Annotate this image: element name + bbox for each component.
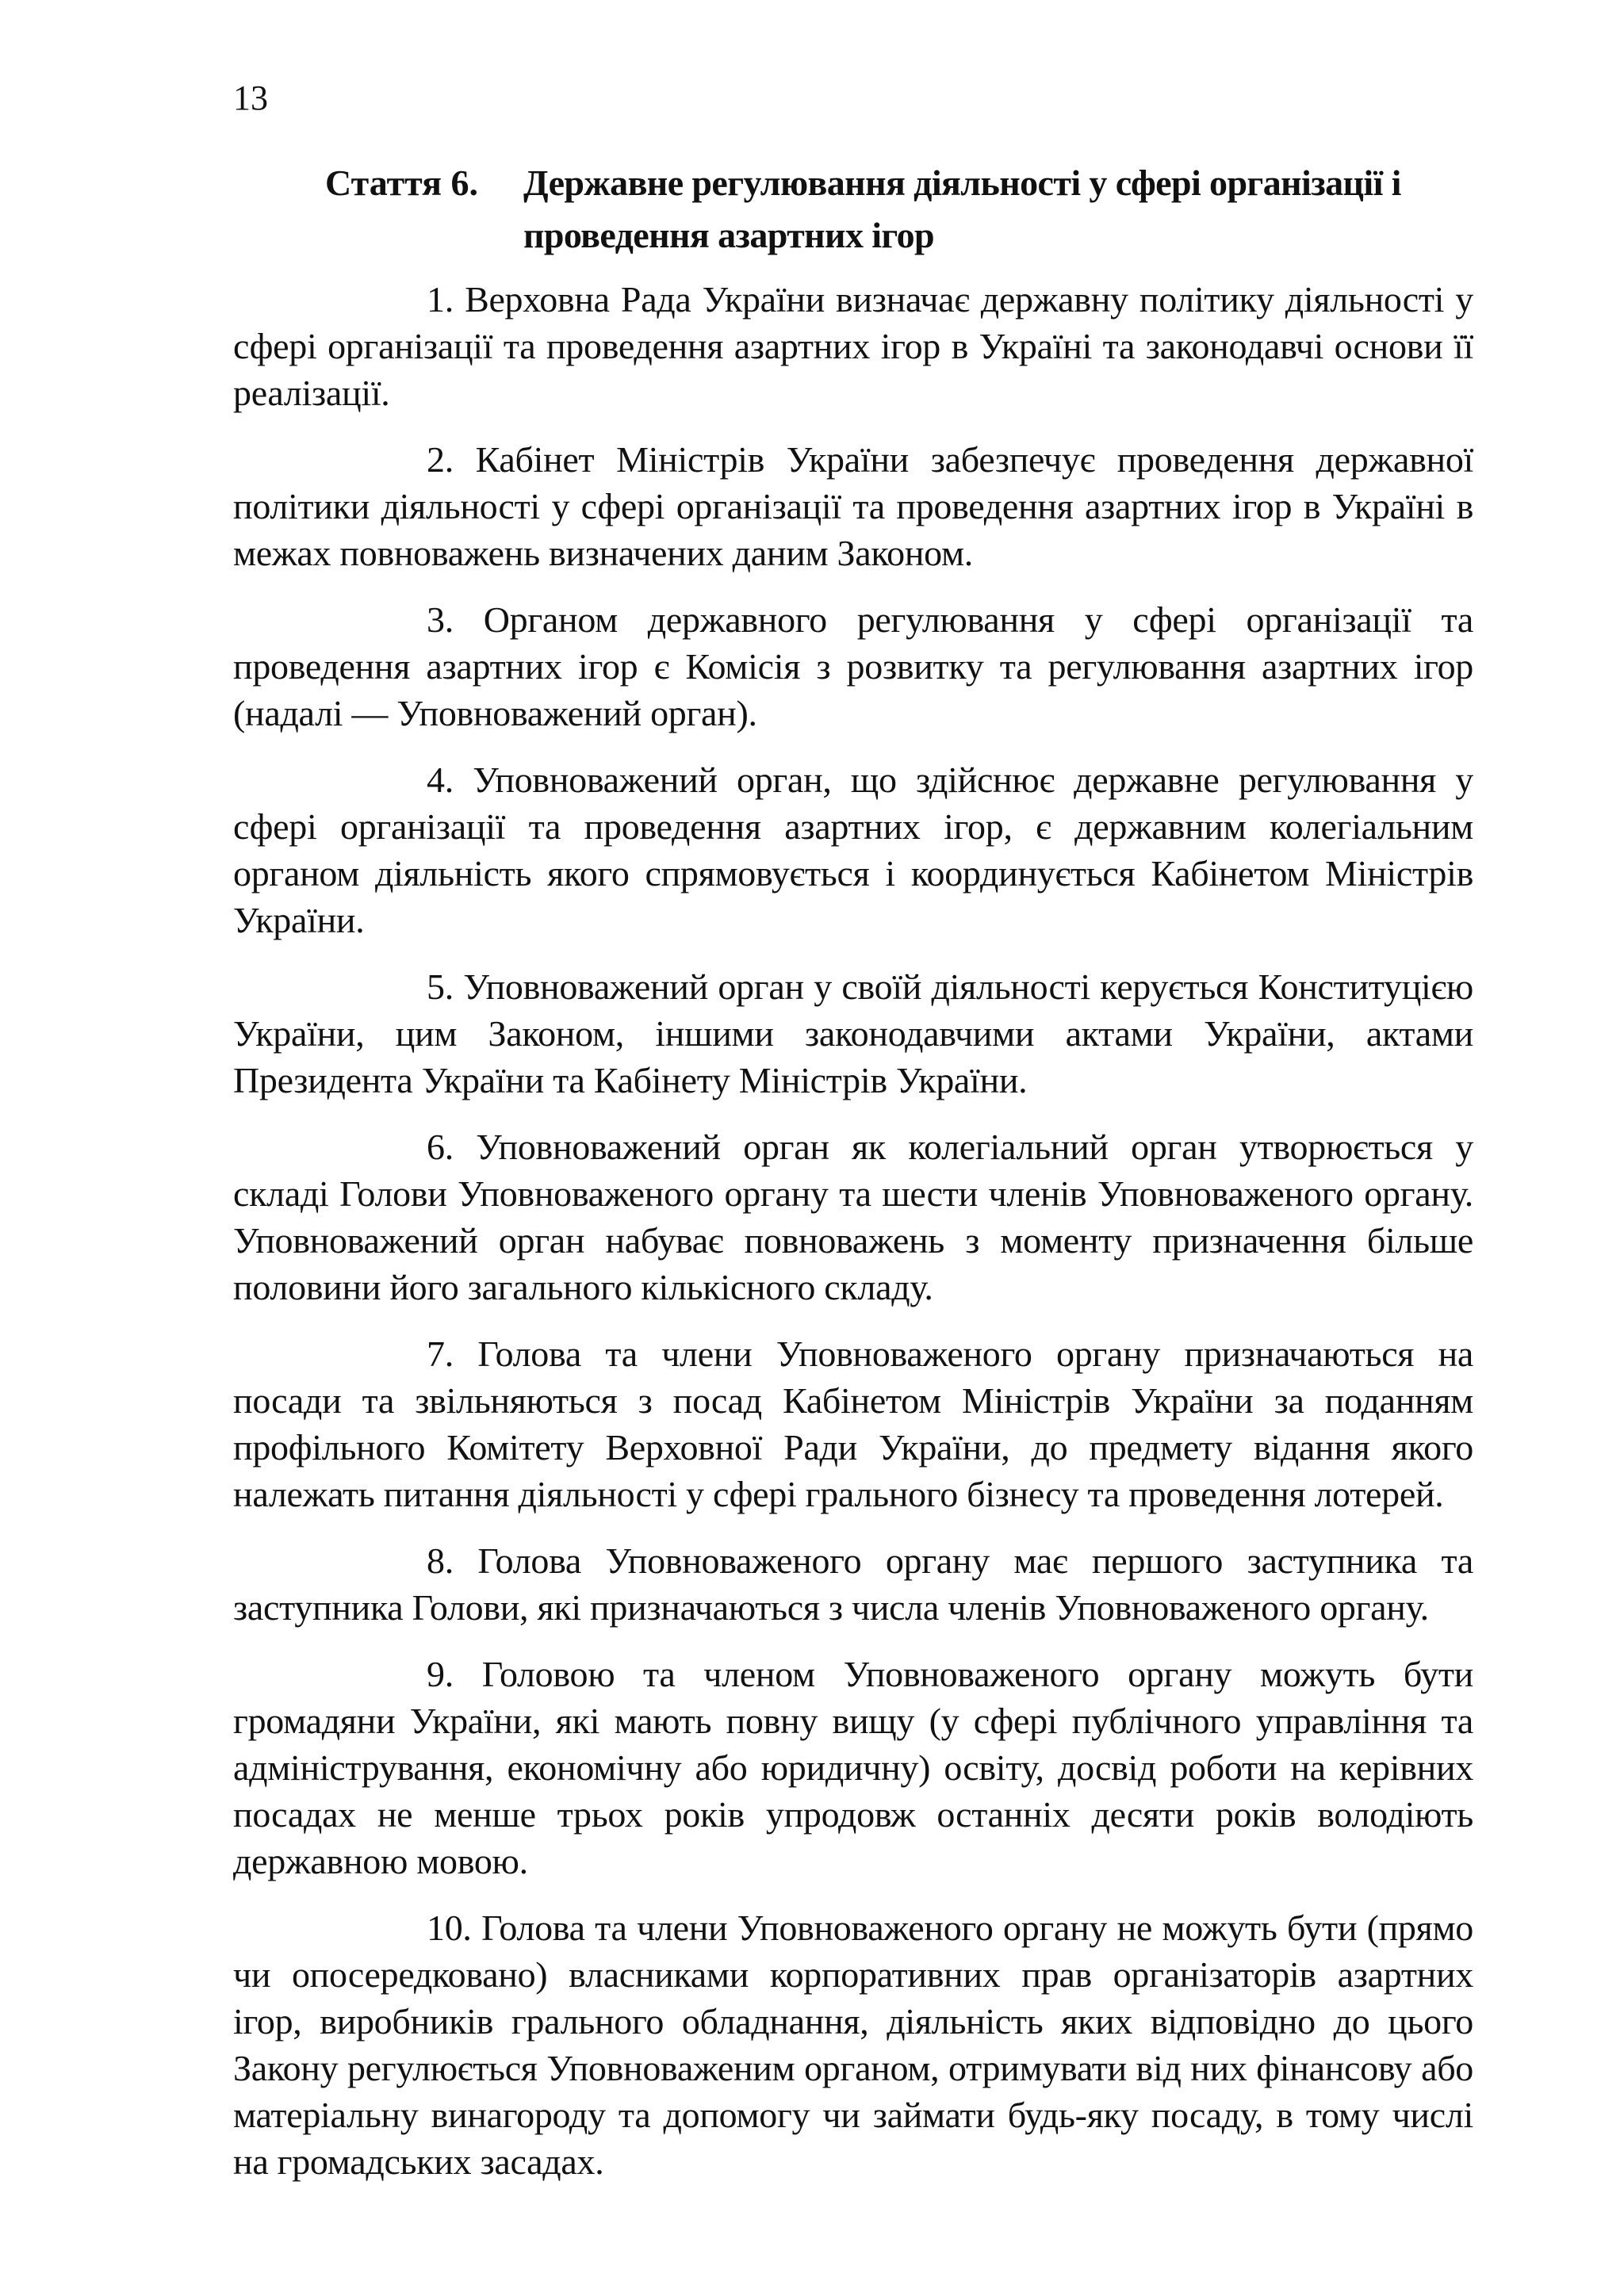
page-number: 13 bbox=[233, 78, 268, 117]
article-body bbox=[233, 276, 1473, 2205]
paragraph-4 bbox=[233, 756, 1473, 943]
paragraph-number: 3. bbox=[427, 599, 454, 640]
paragraph-text: Голова та члени Уповноваженого органу призначаються на посади та звільняються з посад Кабінетом Міністрів України за поданням профільного Комітету Верховної Ради України, до предмету відання якого належать питання діяльності у сфері грального бізнесу та проведення лотерей. bbox=[233, 1334, 1473, 1514]
article-title: Державне регулювання діяльності у сфері організації і проведення азартних ігор bbox=[523, 163, 1401, 255]
paragraph-text: Органом державного регулювання у сфері організації та проведення азартних ігор є Комісія з розвитку та регулювання азартних ігор (надалі — Уповноважений орган). bbox=[233, 599, 1473, 733]
paragraph-9 bbox=[233, 1651, 1473, 1885]
paragraph-number: 8. bbox=[427, 1540, 454, 1581]
paragraph-number: 5. bbox=[427, 966, 454, 1007]
paragraph-8 bbox=[233, 1537, 1473, 1631]
paragraph-1 bbox=[233, 276, 1473, 416]
paragraph-text: Головою та членом Уповноваженого органу можуть бути громадяни України, які мають повну вищу (у сфері публічного управління та адміністрування, економічну або юридичну) освіту, досвід роботи на керівних посадах не менше трьох років упродовж останніх десяти років володіють державною мовою. bbox=[233, 1654, 1473, 1881]
paragraph-2 bbox=[233, 436, 1473, 576]
paragraph-text: Верховна Рада України визначає державну політику діяльності у сфері організації та проведення азартних ігор в Україні та законодавчі основи її реалізації. bbox=[233, 279, 1473, 413]
paragraph-3 bbox=[233, 596, 1473, 737]
paragraph-text: Уповноважений орган, що здійснює державне регулювання у сфері організації та проведення азартних ігор, є державним колегіальним органом діяльність якого спрямовується і координується Кабінетом Міністрів України. bbox=[233, 760, 1473, 940]
paragraph-number: 10. bbox=[427, 1908, 472, 1948]
paragraph-text: Голова та члени Уповноваженого органу не можуть бути (прямо чи опосередковано) власниками корпоративних прав організаторів азартних ігор, виробників грального обладнання, діяльність яких відповідно до цього Закону регулюється Уповноваженим органом, отримувати від них фінансову або матеріальну винагороду та допомогу чи займати будь-яку посаду, в тому числі на громадських засадах. bbox=[233, 1908, 1473, 2182]
article-heading bbox=[325, 157, 1499, 262]
paragraph-text: Уповноважений орган як колегіальний орган утворюється у складі Голови Уповноваженого органу та шести членів Уповноваженого органу. Уповноважений орган набуває повноважень з моменту призначення більше половини його загального кількісного складу. bbox=[233, 1127, 1473, 1307]
paragraph-number: 9. bbox=[427, 1654, 454, 1694]
paragraph-text: Уповноважений орган у своїй діяльності керується Конституцією України, цим Законом, іншими законодавчими актами України, актами Президента України та Кабінету Міністрів України. bbox=[233, 966, 1473, 1100]
paragraph-number: 7. bbox=[427, 1334, 454, 1374]
paragraph-number: 4. bbox=[427, 760, 454, 800]
paragraph-5 bbox=[233, 963, 1473, 1104]
paragraph-text: Голова Уповноваженого органу має першого заступника та заступника Голови, які призначаються з числа членів Уповноваженого органу. bbox=[233, 1540, 1473, 1628]
article-label: Стаття 6. bbox=[325, 163, 479, 203]
paragraph-number: 2. bbox=[427, 439, 454, 480]
paragraph-text: Кабінет Міністрів України забезпечує проведення державної політики діяльності у сфері організації та проведення азартних ігор в Україні в межах повноважень визначених даним Законом. bbox=[233, 439, 1473, 573]
paragraph-7 bbox=[233, 1330, 1473, 1517]
paragraph-number: 6. bbox=[427, 1127, 454, 1167]
paragraph-10 bbox=[233, 1904, 1473, 2185]
paragraph-6 bbox=[233, 1123, 1473, 1311]
paragraph-number: 1. bbox=[427, 279, 454, 320]
